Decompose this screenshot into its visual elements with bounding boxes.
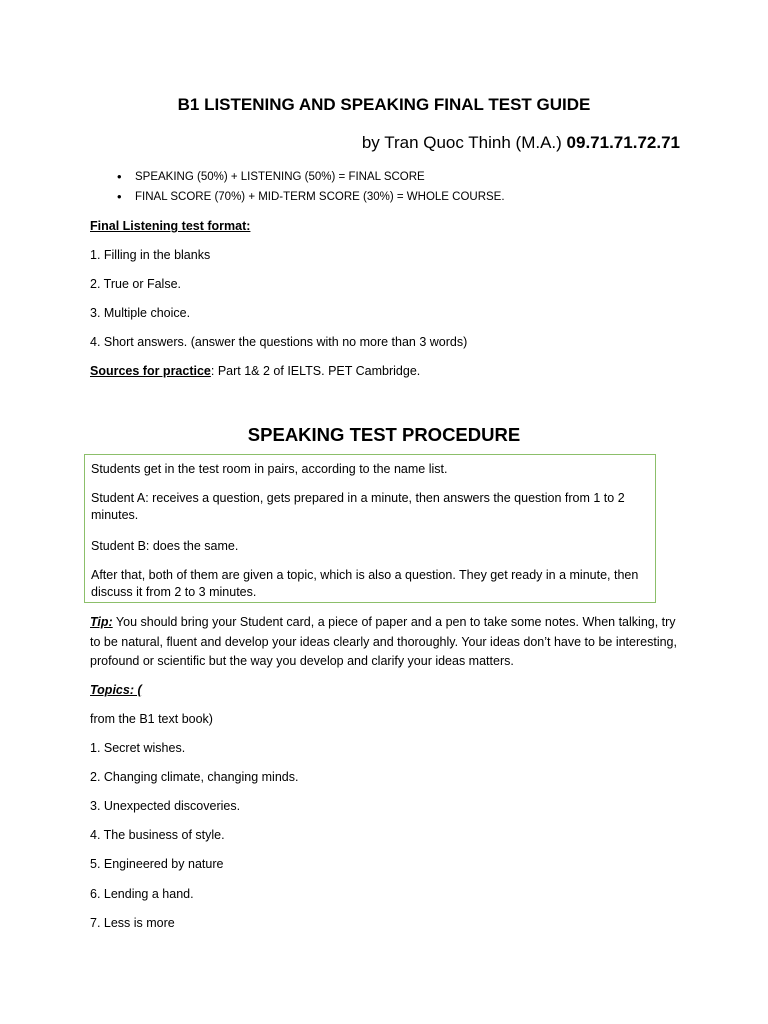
procedure-step: Student A: receives a question, gets prepared in a minute, then answers the question from 1 to 2 minutes.	[91, 491, 625, 522]
score-list	[117, 170, 505, 210]
procedure-box	[84, 454, 656, 603]
score-item: • FINAL SCORE (70%) + MID-TERM SCORE (30%) = WHOLE COURSE.	[117, 190, 505, 210]
tip-text: You should bring your Student card, a piece of paper and a pen to take some notes. When talking, try to be natural, fluent and develop your ideas clearly and thoroughly. Your ideas don’t have to be interesting, profound or scientific but the way you develop and clarify your ideas matters.	[90, 615, 677, 668]
topic-item: 5. Engineered by nature	[90, 857, 224, 871]
tip-paragraph	[90, 613, 680, 672]
topics-label: Topics: (	[90, 683, 142, 697]
procedure-step: After that, both of them are given a topic, which is also a question. They get ready in a minute, then discuss it from 2 to 3 minutes.	[91, 568, 639, 599]
topic-item: 4. The business of style.	[90, 828, 225, 842]
sources-text: : Part 1& 2 of IELTS. PET Cambridge.	[210, 364, 421, 378]
author-byline	[0, 133, 680, 153]
sources-line	[90, 363, 420, 380]
author-phone: 09.71.71.72.71	[566, 133, 680, 152]
listening-item: 3. Multiple choice.	[90, 306, 191, 320]
score-item: • SPEAKING (50%) + LISTENING (50%) = FINAL SCORE	[117, 170, 505, 190]
topic-item: 1. Secret wishes.	[90, 741, 186, 755]
speaking-heading: SPEAKING TEST PROCEDURE	[247, 424, 521, 445]
topic-item: 7. Less is more	[90, 916, 175, 930]
topics-source: from the B1 text book)	[90, 712, 213, 726]
procedure-step: Student B: does the same.	[91, 539, 239, 553]
topic-item: 6. Lending a hand.	[90, 887, 194, 901]
listening-item: 1. Filling in the blanks	[90, 248, 211, 262]
listening-item: 4. Short answers. (answer the questions with no more than 3 words)	[90, 335, 468, 349]
topic-item: 2. Changing climate, changing minds.	[90, 770, 299, 784]
tip-label: Tip:	[90, 615, 113, 629]
topic-item: 3. Unexpected discoveries.	[90, 799, 241, 813]
page-title: B1 LISTENING AND SPEAKING FINAL TEST GUIDE	[177, 95, 591, 114]
listening-heading: Final Listening test format:	[90, 219, 251, 233]
listening-item: 2. True or False.	[90, 277, 182, 291]
sources-label: Sources for practice	[90, 364, 211, 378]
author-name: by Tran Quoc Thinh (M.A.)	[361, 133, 562, 152]
procedure-step: Students get in the test room in pairs, according to the name list.	[91, 462, 448, 476]
